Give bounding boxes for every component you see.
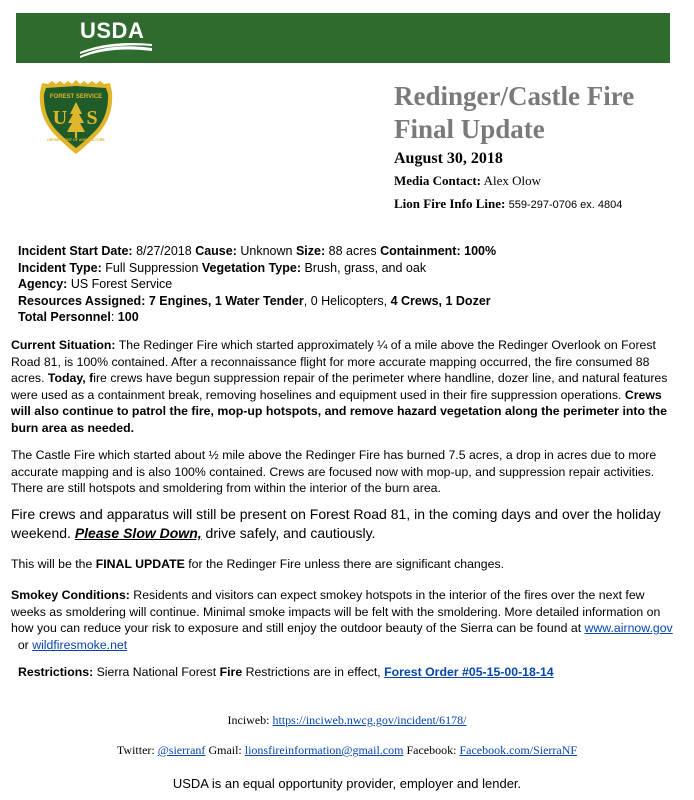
media-contact-value: Alex Olow [483,173,541,188]
p1-text-a: The Redinger Fire which started approximately ¼ of a mile above the Redinger Overlook on Forest Road 81, is 100% contained. After a reconnaissance flight for more accurate mapping occurred, the fire consumed 88 acres. [11,338,656,385]
inciweb-label: Inciweb: [227,713,273,727]
wildfiresmoke-link[interactable]: wildfiresmoke.net [32,637,128,652]
twitter-label: Twitter: [116,743,158,757]
final-update-paragraph [11,556,681,573]
airnow-link[interactable]: www.airnow.gov [584,621,673,635]
agency-label: Agency: [18,277,68,291]
facebook-label: Facebook: [403,743,460,757]
p6-fire-bold: Fire [219,665,243,679]
media-contact-label: Media Contact: [394,173,482,188]
incident-row-1 [18,243,678,260]
start-date-label: Incident Start Date: [18,244,133,258]
personnel-colon: : [110,310,118,324]
incident-summary [18,243,678,326]
usda-wordmark: USDA [80,18,145,43]
castle-fire-paragraph: The Castle Fire which started about ½ mile above the Redinger Fire has burned 7.5 acres, a drop in acres due to more accurate mapping and is also 100% contained. Crews are focused now with mop-up, and suppression repair activities. There are still hotspots and smoldering from within the interior of the burn area. [11,448,657,495]
forest-service-shield-icon [36,78,116,156]
p4-text-b: for the Redinger Fire unless there are significant changes. [184,557,505,571]
incident-type-value: Full Suppression [105,260,199,275]
please-slow-down: Please Slow Down, [74,525,202,541]
info-line-label: Lion Fire Info Line: [394,196,506,211]
incident-row-4 [18,293,678,310]
p1-today: Today, f [47,371,94,385]
p5-text: Residents and visitors can expect smokey hotspots in the interior of the fires over the next few weeks as smoldering will continue. Minimal smoke impacts will be felt with the smoldering. More detailed information on how you can reduce your risk to exposure and still enjoy the outdoor beauty of the Sierra can be found at [11,588,661,635]
current-situation-label: Current Situation: [11,338,116,352]
social-line [0,743,694,758]
current-situation-paragraph [11,337,681,436]
size-label: Size: [295,244,326,258]
p1-bold-end: Crews will also continue to patrol the fire, mop-up hotspots, and remove hazard vegetation along the perimeter into the burn area as needed. [11,387,667,435]
incident-row-3 [18,276,678,293]
smokey-conditions-label: Smokey Conditions: [11,588,130,602]
twitter-link[interactable]: @sierranf [157,743,206,757]
agency-value: US Forest Service [70,277,173,291]
p3-text-a: Fire crews and apparatus will still be present on Forest Road 81, in the coming days and over the holiday weekend. [11,506,661,541]
info-line-value: 559-297-0706 ex. 4804 [508,199,623,211]
gmail-label: Gmail: [205,743,245,757]
incident-type-label: Incident Type: [18,260,102,275]
svg-text:S: S [86,107,98,129]
shield-text-bottom: DEPARTMENT OF AGRICULTURE [47,138,105,142]
facebook-link[interactable]: Facebook.com/SierraNF [459,743,578,757]
inciweb-line [0,713,694,728]
title-line-2: Final Update [394,114,545,144]
usda-logo [80,18,152,58]
personnel-label: Total Personnel [18,310,111,324]
start-date-value: 8/27/2018 [136,244,192,258]
slow-down-paragraph [11,505,681,543]
incident-row-5 [18,309,678,326]
usda-banner [16,13,670,63]
restrictions-label: Restrictions: [18,665,94,679]
forest-order-link[interactable]: Forest Order #05-15-00-18-14 [384,665,554,679]
update-date: August 30, 2018 [394,150,503,167]
info-line [394,196,622,212]
p1-text-b: ire crews have begun suppression repair of the perimeter where handline, dozer line, and natural features were used as a containment break, removing hoselines and equipment used in their fire suppression operations. [11,371,668,402]
incident-row-2 [18,260,678,277]
containment-label: Containment: [380,244,461,258]
cause-label: Cause: [195,244,237,258]
gmail-link[interactable]: lionsfireinformation@gmail.com [244,743,404,757]
smokey-conditions-paragraph [11,587,681,653]
svg-text:U: U [52,107,68,129]
resources-label: Resources Assigned: [18,293,146,308]
p5-or: or [11,637,33,652]
personnel-value: 100 [117,310,139,324]
p6-text-b: Restrictions are in effect, [242,665,385,679]
equal-opportunity-statement: USDA is an equal opportunity provider, employer and lender. [172,776,522,791]
p3-text-b: drive safely, and cautiously. [201,525,376,541]
page-title [394,80,634,146]
p4-text-a: This will be the [11,557,96,571]
cause-value: Unknown [240,244,293,258]
final-update-bold: FINAL UPDATE [95,557,185,571]
media-contact [394,173,541,189]
usda-swoosh-icon [80,42,152,58]
size-value: 88 acres [328,244,377,258]
vegetation-label: Vegetation Type: [201,260,301,275]
resources-engines: 7 Engines, 1 Water Tender [148,293,304,308]
inciweb-link[interactable]: https://inciweb.nwcg.gov/incident/6178/ [272,713,467,727]
p6-text-a: Sierra National Forest [93,665,220,679]
vegetation-value: Brush, grass, and oak [304,260,427,275]
resources-crews: 4 Crews, 1 Dozer [390,293,491,308]
restrictions-paragraph [18,664,688,681]
title-line-1: Redinger/Castle Fire [394,81,635,111]
resources-helicopters: , 0 Helicopters, [303,293,391,308]
containment-value: 100% [464,244,497,258]
shield-text-top: FOREST SERVICE [49,94,103,100]
